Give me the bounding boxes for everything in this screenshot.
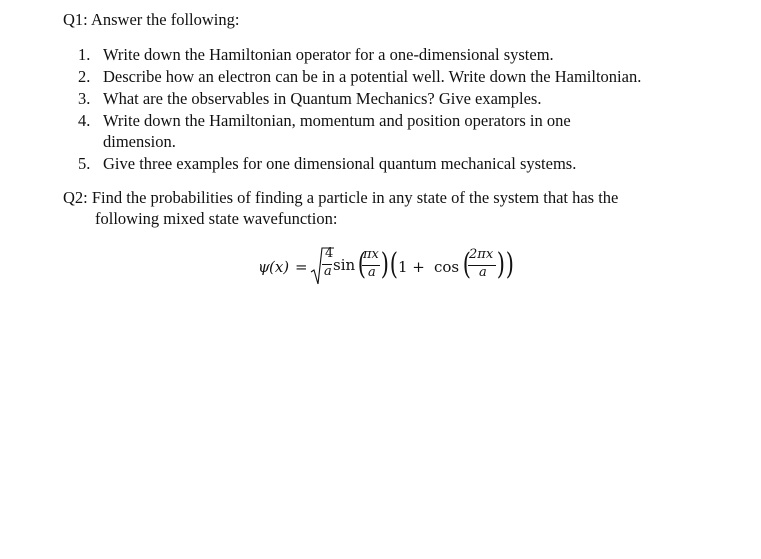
formula-one-plus: 1 +: [398, 258, 425, 276]
close-paren-icon: ): [505, 247, 514, 282]
close-paren-icon: ): [496, 247, 505, 282]
list-item-text: Give three examples for one dimensional quantum mechanical systems.: [103, 154, 577, 173]
open-paren-icon: (: [389, 247, 398, 282]
formula-sin: sin: [333, 256, 356, 274]
formula-cos: cos: [434, 258, 460, 276]
list-item-number: 2.: [78, 67, 91, 86]
list-item-number: 1.: [78, 45, 91, 64]
list-item-number: 5.: [78, 154, 91, 173]
list-item: [78, 66, 718, 87]
question-1-title: Q1: Answer the following:: [63, 10, 240, 29]
list-item: [78, 110, 718, 152]
question-2: [63, 187, 683, 229]
list-item: [78, 88, 718, 109]
question-2-line-1: Q2: Find the probabilities of finding a particle in any state of the system that has the: [63, 188, 619, 207]
open-paren-icon: (: [357, 247, 366, 282]
list-item-number: 4.: [78, 111, 91, 130]
list-item-text: What are the observables in Quantum Mechanics? Give examples.: [103, 89, 542, 108]
question-2-line-2: following mixed state wavefunction:: [95, 209, 338, 228]
formula-psi: ψ: [258, 258, 270, 276]
formula-argument: (x): [269, 258, 290, 276]
list-item: [78, 44, 718, 65]
question-1-list: [78, 44, 718, 174]
cos-fraction-numerator: 2πx: [469, 247, 494, 262]
cos-fraction-denominator: a: [479, 265, 487, 280]
sin-fraction-denominator: a: [368, 265, 376, 280]
list-item-text: Write down the Hamiltonian, momentum and position operators in one dimension.: [103, 111, 571, 151]
list-item-number: 3.: [78, 89, 91, 108]
sin-fraction-numerator: πx: [363, 247, 379, 262]
sqrt-fraction-numerator: 4: [325, 246, 334, 261]
list-item-text: Describe how an electron can be in a potential well. Write down the Hamiltonian.: [103, 67, 642, 86]
list-item-text: Write down the Hamiltonian operator for a one-dimensional system.: [103, 45, 554, 64]
list-item: [78, 153, 718, 174]
sqrt-fraction-denominator: a: [324, 264, 332, 279]
open-paren-icon: (: [462, 247, 471, 282]
formula-equals: =: [295, 258, 308, 276]
close-paren-icon: ): [380, 247, 389, 282]
